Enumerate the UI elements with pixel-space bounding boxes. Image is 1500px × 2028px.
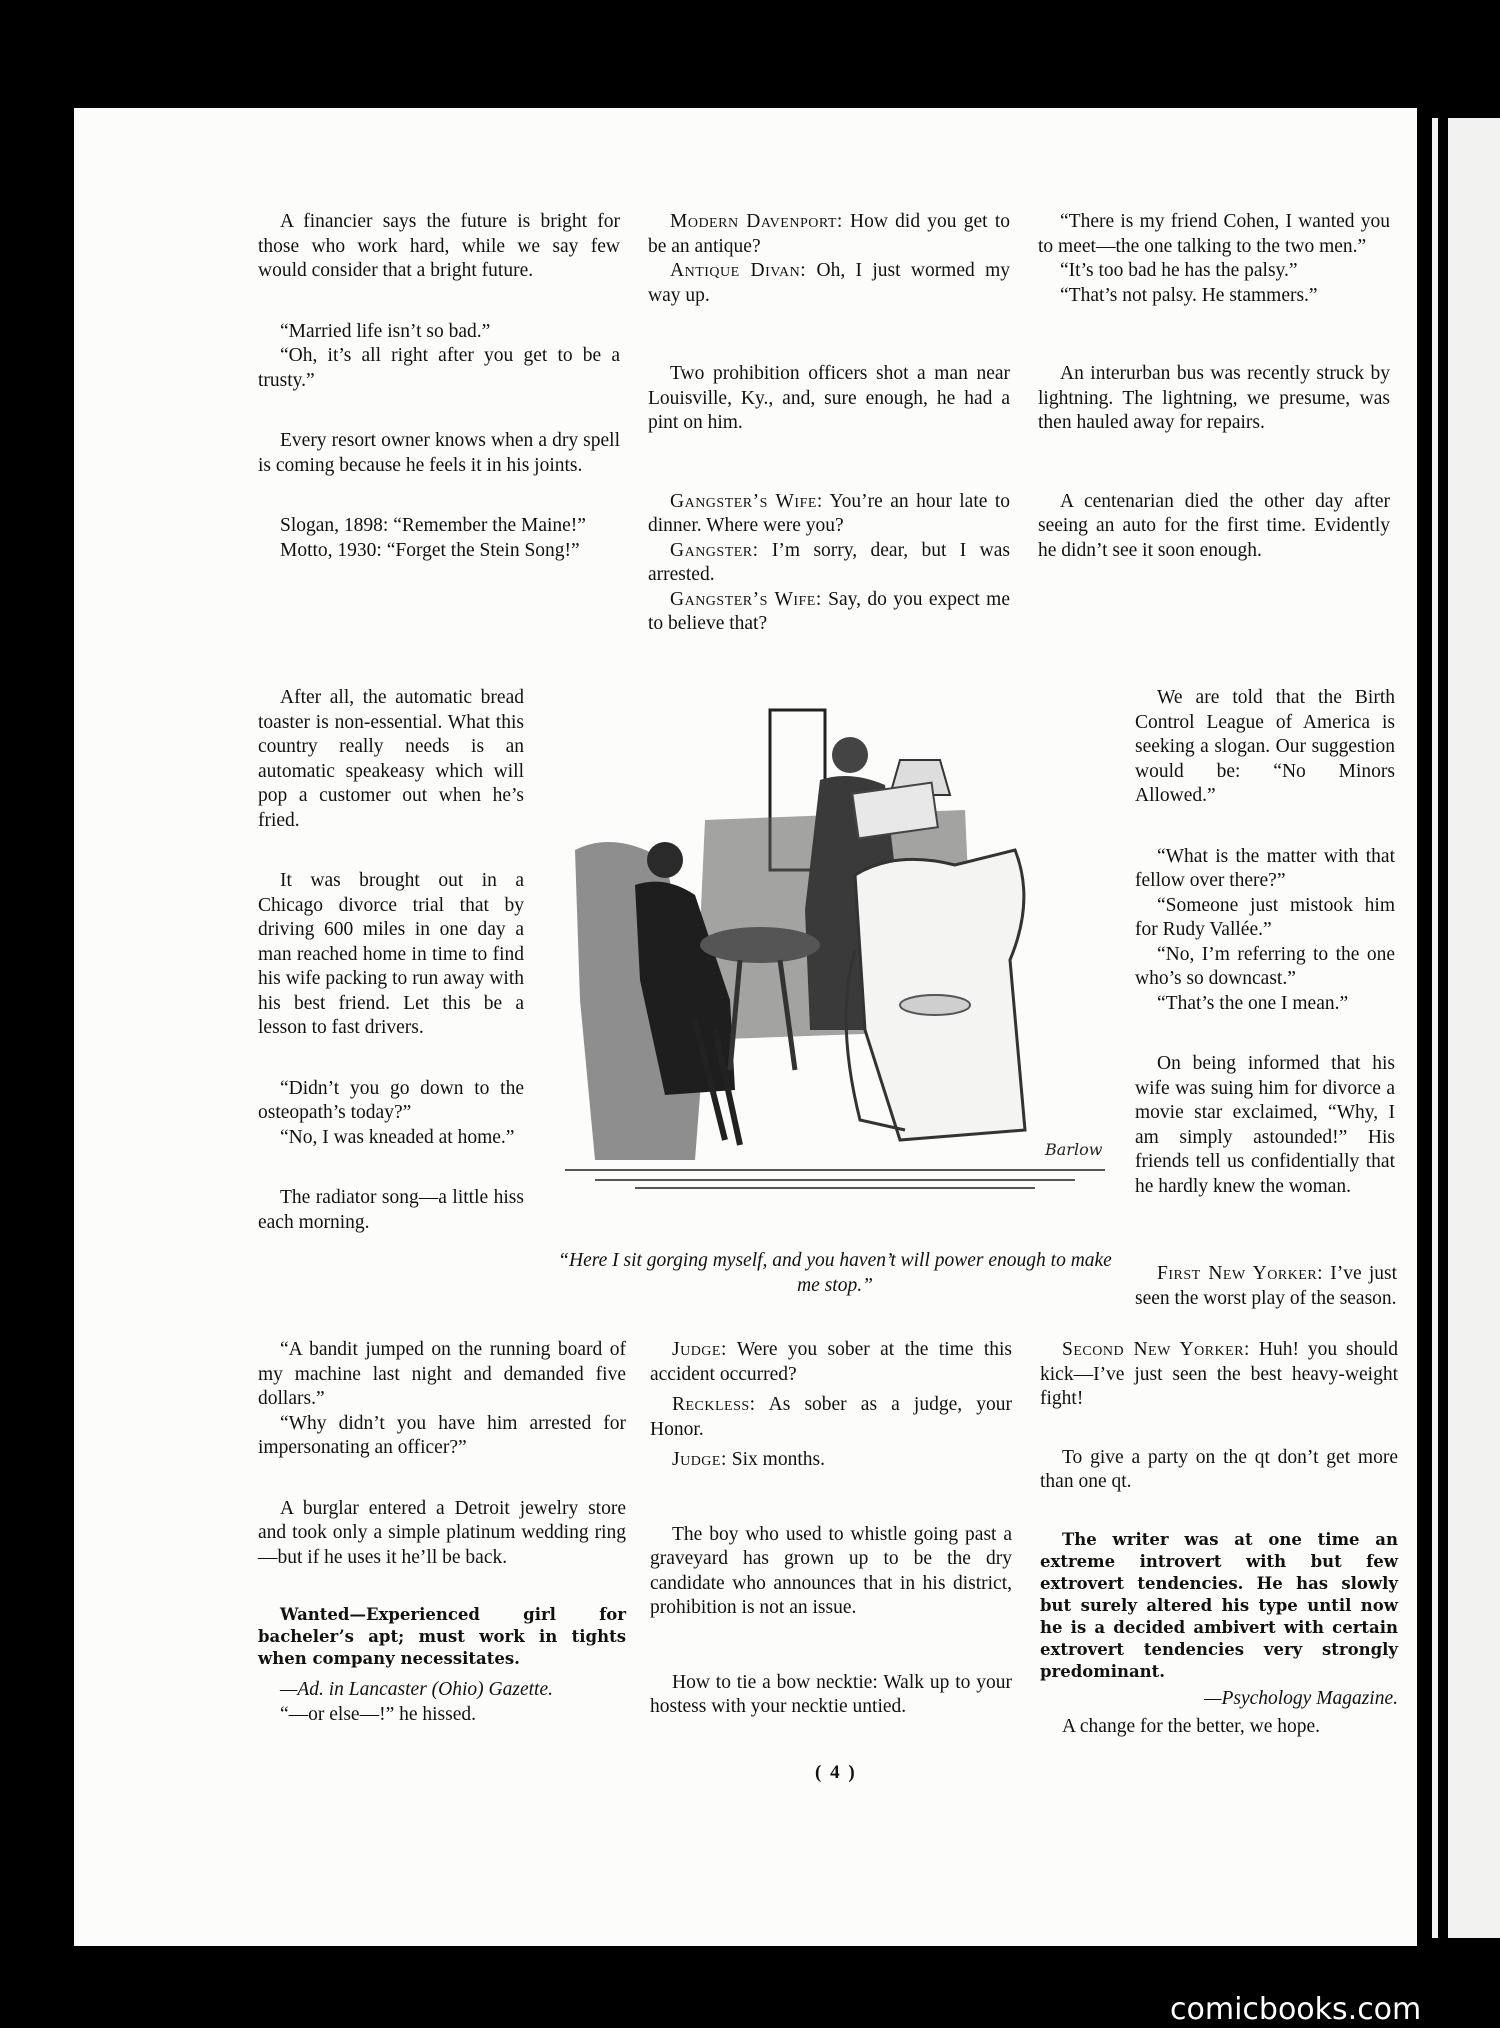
col3-mid-jokes (1135, 686, 1395, 1199)
joke-bandit-q: “A bandit jumped on the running board of my machine last night and demanded five dollars.” (258, 1339, 626, 1409)
joke-slogan: Slogan, 1898: “Remember the Maine!” (280, 515, 586, 536)
joke-prohibition-officers: Two prohibition officers shot a man near Louisville, Ky., and, sure enough, he had a pint on him. (648, 363, 1010, 433)
col1-bottom-jokes (258, 1338, 626, 1727)
want-ad-source: —Ad. in Lancaster (Ohio) Gazette. (280, 1679, 553, 1700)
facing-page-edge (1432, 118, 1500, 1938)
joke-married-a: “Oh, it’s all right after you get to be a trusty.” (258, 345, 620, 391)
cartoon-illustration (555, 700, 1115, 1195)
cartoon-caption: “Here I sit gorging myself, and you haven’t will power enough to make me stop.” (558, 1250, 1112, 1296)
joke-osteopath-a: “No, I was kneaded at home.” (280, 1126, 515, 1148)
speaker-divan: Antique Divan: (670, 260, 807, 281)
joke-interurban-bus: An interurban bus was recently struck by lightning. The lightning, we presume, was then hauled away for repairs. (1038, 363, 1390, 433)
dialogue-first-new-yorker: First New Yorker: I’ve just seen the worst play of the season. (1135, 1263, 1397, 1309)
col1-top-jokes (258, 210, 620, 563)
joke-vallee-a: “Someone just mistook him for Rudy Vallée.” (1135, 894, 1395, 940)
artist-signature: Barlow (1045, 1140, 1103, 1159)
dialogue-divan: Antique Divan: Oh, I just wormed my way up. (648, 260, 1010, 306)
joke-bow-necktie: How to tie a bow necktie: Walk up to your hostess with your necktie untied. (650, 1671, 1012, 1717)
col2-bottom-jokes (650, 1338, 1012, 1720)
col2-top-jokes (648, 210, 1010, 637)
psychology-quote: The writer was at one time an extreme introvert with but few extrovert tendencies. He has slowly but surely altered his type until now he is a decided ambivert with certain extrovert tendencies very strongly predominant. (1040, 1529, 1398, 1681)
joke-movie-star: On being informed that his wife was suing him for divorce a movie star exclaimed, “Why, I am simply astounded!” His friends tell us confidentially that he hardly knew the woman. (1135, 1053, 1395, 1197)
joke-osteopath-q: “Didn’t you go down to the osteopath’s today?” (258, 1077, 524, 1123)
joke-qt-party: To give a party on the qt don’t get more than one qt. (1040, 1446, 1398, 1492)
joke-bandit-a: “Why didn’t you have him arrested for impersonating an officer?” (258, 1412, 626, 1458)
col3-bottom-jokes-wide (1040, 1338, 1398, 1740)
want-ad-punchline: “—or else—!” he hissed. (280, 1703, 477, 1725)
joke-radiator: The radiator song—a little hiss each morning. (258, 1187, 524, 1233)
dialogue-gangster-wife-2: Gangster’s Wife: Say, do you expect me to believe that? (648, 588, 1010, 634)
dialogue-reckless: Reckless: As sober as a judge, your Honor. (650, 1394, 1012, 1440)
joke-vallee-q2: “No, I’m referring to the one who’s so downcast.” (1135, 943, 1395, 989)
joke-burglar: A burglar entered a Detroit jewelry store and took only a simple platinum wedding ring—but if he uses it he’ll be back. (258, 1497, 626, 1568)
joke-whistle-graveyard: The boy who used to whistle going past a graveyard has grown up to be the dry candidate who announces that in his district, prohibition is not an issue. (650, 1523, 1012, 1618)
dialogue-gangster: Gangster: I’m sorry, dear, but I was arrested. (648, 539, 1010, 585)
psychology-punchline: A change for the better, we hope. (1062, 1716, 1321, 1737)
dialogue-gangster-wife-1: Gangster’s Wife: You’re an hour late to dinner. Where were you? (648, 490, 1010, 536)
col3-bottom-jokes (1135, 1262, 1397, 1311)
speaker-davenport: Modern Davenport: (670, 211, 843, 232)
psychology-source: —Psychology Magazine. (1204, 1687, 1398, 1709)
dialogue-davenport: Modern Davenport: How did you get to be an antique? (648, 211, 1010, 257)
joke-resort: Every resort owner knows when a dry spell is coming because he feels it in his joints. (258, 430, 620, 476)
want-ad-text: Wanted—Experienced girl for bacheler’s apt; must work in tights when company necessitates. (258, 1605, 626, 1668)
joke-centenarian: A centenarian died the other day after seeing an auto for the first time. Evidently he didn’t see it soon enough. (1038, 490, 1390, 561)
col3-top-jokes (1038, 210, 1390, 563)
joke-cohen-1: “There is my friend Cohen, I wanted you to meet—the one talking to the two men.” (1038, 211, 1390, 257)
joke-birth-control: We are told that the Birth Control League of America is seeking a slogan. Our suggestion would be: “No Minors Allowed.” (1135, 687, 1395, 806)
dialogue-second-new-yorker: Second New Yorker: Huh! you should kick—I’ve just seen the best heavy-weight fight! (1040, 1339, 1398, 1409)
joke-vallee-a2: “That’s the one I mean.” (1157, 992, 1349, 1014)
col1-mid-jokes (258, 686, 524, 1235)
joke-cohen-3: “That’s not palsy. He stammers.” (1060, 284, 1318, 306)
site-watermark: comicbooks.com (1170, 1992, 1422, 2027)
dialogue-judge-2: Judge: Six months. (672, 1449, 825, 1470)
joke-toaster: After all, the automatic bread toaster is non-essential. What this country really needs is an automatic speakeasy which will pop a customer out when he’s fried. (258, 687, 524, 831)
joke-vallee-q: “What is the matter with that fellow over there?” (1135, 845, 1395, 891)
dialogue-judge-1: Judge: Were you sober at the time this accident occurred? (650, 1339, 1012, 1385)
joke-financier: A financier says the future is bright for those who work hard, while we say few would consider that a bright future. (258, 211, 620, 281)
joke-married-q: “Married life isn’t so bad.” (280, 320, 491, 342)
joke-motto: Motto, 1930: “Forget the Stein Song!” (280, 539, 580, 561)
joke-divorce-trial: It was brought out in a Chicago divorce trial that by driving 600 miles in one day a man reached home in time to find his wife packing to run away with his best friend. Let this be a lesson to fast drivers. (258, 870, 524, 1038)
joke-cohen-2: “It’s too bad he has the palsy.” (1060, 260, 1298, 281)
page-number: ( 4 ) (815, 1762, 857, 1783)
